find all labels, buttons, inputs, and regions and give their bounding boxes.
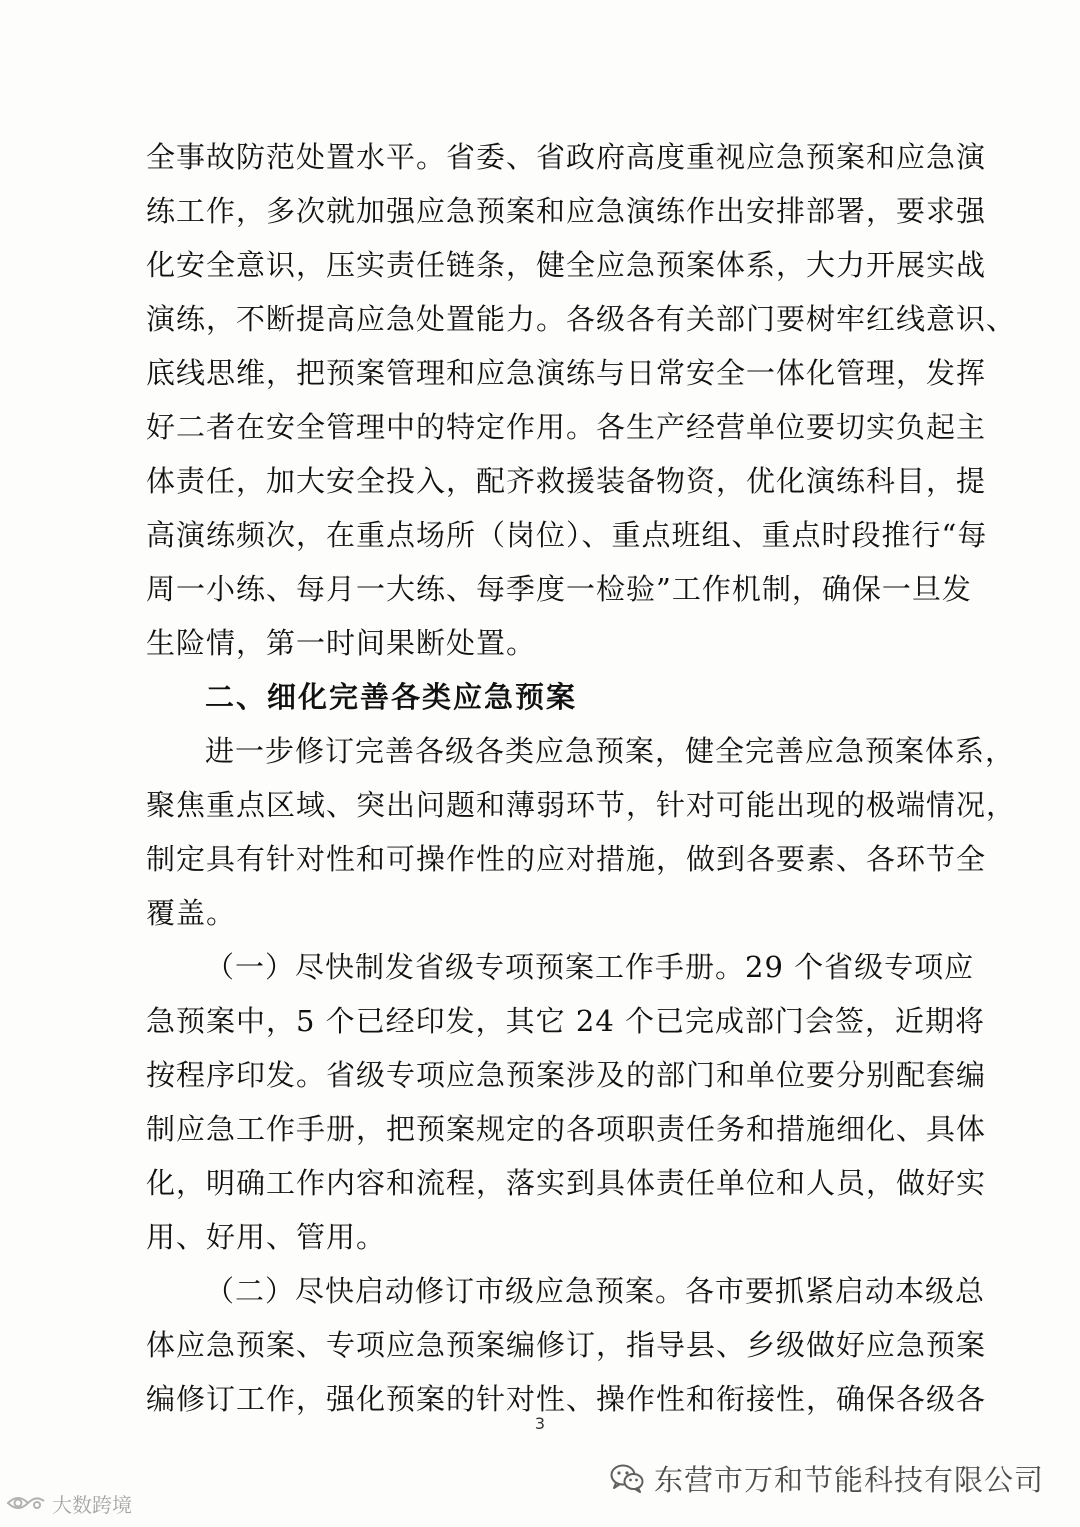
body-line: 化，明确工作内容和流程，落实到具体责任单位和人员，做好实 bbox=[146, 1166, 987, 1200]
body-line: 制定具有针对性和可操作性的应对措施，做到各要素、各环节全 bbox=[146, 842, 987, 876]
body-line: 生险情，第一时间果断处置。 bbox=[146, 626, 537, 660]
section-heading: 二、细化完善各类应急预案 bbox=[205, 680, 578, 714]
body-line: 演练，不断提高应急处置能力。各级各有关部门要树牢红线意识、 bbox=[146, 302, 1017, 336]
watermark-brand bbox=[6, 1488, 132, 1518]
body-line: 编修订工作，强化预案的针对性、操作性和衔接性，确保各级各 bbox=[146, 1382, 987, 1416]
watermark-account-name: 东营市万和节能科技有限公司 bbox=[653, 1462, 1044, 1497]
body-line: 体应急预案、专项应急预案编修订，指导县、乡级做好应急预案 bbox=[146, 1328, 987, 1362]
watermark-brand-name: 大数跨境 bbox=[52, 1492, 132, 1517]
body-line: 练工作，多次就加强应急预案和应急演练作出安排部署，要求强 bbox=[146, 194, 987, 228]
body-line: 进一步修订完善各级各类应急预案，健全完善应急预案体系， bbox=[205, 734, 1016, 768]
eye-logo-icon bbox=[6, 1492, 46, 1514]
wechat-icon bbox=[610, 1463, 644, 1493]
body-line: 按程序印发。省级专项应急预案涉及的部门和单位要分别配套编 bbox=[146, 1058, 987, 1092]
body-line: 周一小练、每月一大练、每季度一检验”工作机制，确保一旦发 bbox=[146, 572, 972, 606]
subsection-lead-line: （一）尽快制发省级专项预案工作手册。29 个省级专项应 bbox=[205, 950, 975, 984]
watermark-wechat-account bbox=[610, 1456, 1044, 1500]
subsection-lead-line: （二）尽快启动修订市级应急预案。各市要抓紧启动本级总 bbox=[205, 1274, 986, 1308]
body-line: 化安全意识，压实责任链条，健全应急预案体系，大力开展实战 bbox=[146, 248, 987, 282]
body-line: 体责任，加大安全投入，配齐救援装备物资，优化演练科目，提 bbox=[146, 464, 987, 498]
body-line: 覆盖。 bbox=[146, 896, 237, 930]
body-line: 高演练频次，在重点场所（岗位）、重点班组、重点时段推行“每 bbox=[146, 518, 988, 552]
body-line: 用、好用、管用。 bbox=[146, 1220, 387, 1254]
body-line: 聚焦重点区域、突出问题和薄弱环节，针对可能出现的极端情况， bbox=[146, 788, 1017, 822]
body-line: 全事故防范处置水平。省委、省政府高度重视应急预案和应急演 bbox=[146, 140, 987, 174]
body-line: 制应急工作手册，把预案规定的各项职责任务和措施细化、具体 bbox=[146, 1112, 987, 1146]
body-line: 底线思维，把预案管理和应急演练与日常安全一体化管理，发挥 bbox=[146, 356, 987, 390]
body-line: 好二者在安全管理中的特定作用。各生产经营单位要切实负起主 bbox=[146, 410, 987, 444]
page-number: 3 bbox=[534, 1414, 546, 1433]
body-line: 急预案中，5 个已经印发，其它 24 个已完成部门会签，近期将 bbox=[146, 1004, 986, 1038]
